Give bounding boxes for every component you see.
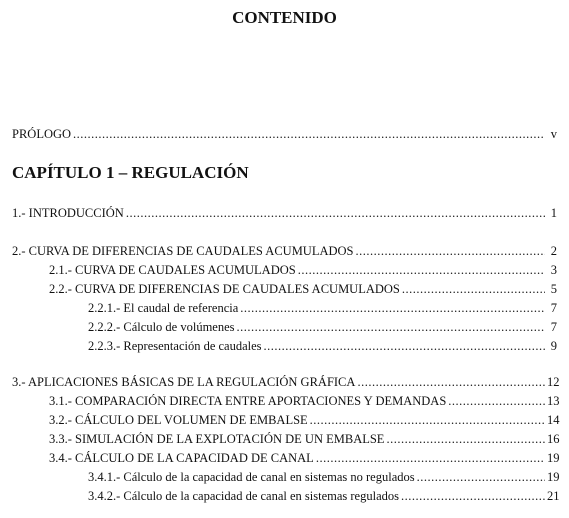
toc-leader-dots xyxy=(298,262,545,278)
toc-leader-dots xyxy=(237,319,546,335)
toc-entry-label: 2.2.1.- El caudal de referencia xyxy=(88,301,239,315)
toc-entry-label: 3.4.2.- Cálculo de la capacidad de canal en sistemas regulados xyxy=(88,489,399,503)
toc-entry-label: 3.4.- CÁLCULO DE LA CAPACIDAD DE CANAL xyxy=(49,451,314,465)
toc-entry-prologo[interactable] xyxy=(12,126,557,142)
toc-entry-label: 2.2.- CURVA DE DIFERENCIAS DE CAUDALES ACUMULADOS xyxy=(49,282,400,296)
toc-entry-label: 2.- CURVA DE DIFERENCIAS DE CAUDALES ACUMULADOS xyxy=(12,244,354,258)
toc-entry-page: 7 xyxy=(550,320,557,334)
toc-entry-page: 5 xyxy=(550,282,557,296)
toc-entry-page: 16 xyxy=(547,432,560,446)
toc-entry-section-3-4-1[interactable] xyxy=(88,469,560,485)
toc-leader-dots xyxy=(402,281,545,297)
toc-leader-dots xyxy=(357,374,545,390)
toc-entry-section-2-2[interactable] xyxy=(49,281,557,297)
toc-entry-page: 3 xyxy=(550,263,557,277)
toc-entry-page: 19 xyxy=(547,451,560,465)
toc-entry-label: 1.- INTRODUCCIÓN xyxy=(12,206,124,220)
toc-leader-dots xyxy=(264,338,545,354)
toc-entry-section-2-2-1[interactable] xyxy=(88,300,557,316)
toc-entry-page: 9 xyxy=(550,339,557,353)
chapter-heading: CAPÍTULO 1 – REGULACIÓN xyxy=(12,163,249,182)
toc-entry-page: 19 xyxy=(547,470,560,484)
toc-entry-section-2-2-2[interactable] xyxy=(88,319,557,335)
toc-entry-section-1[interactable] xyxy=(12,205,557,221)
toc-leader-dots xyxy=(417,469,545,485)
toc-entry-label: 2.2.3.- Representación de caudales xyxy=(88,339,262,353)
toc-entry-label: PRÓLOGO xyxy=(12,127,72,141)
page-title: CONTENIDO xyxy=(232,8,337,27)
toc-entry-section-3-4[interactable] xyxy=(49,450,560,466)
toc-entry-page: 2 xyxy=(550,244,557,258)
toc-entry-section-2-1[interactable] xyxy=(49,262,557,278)
toc-entry-section-3-2[interactable] xyxy=(49,412,560,428)
toc-entry-page: 7 xyxy=(550,301,557,315)
toc-entry-label: 2.2.2.- Cálculo de volúmenes xyxy=(88,320,235,334)
toc-entry-page: 1 xyxy=(550,206,557,220)
toc-entry-label: 3.3.- SIMULACIÓN DE LA EXPLOTACIÓN DE UN EMBALSE xyxy=(49,432,385,446)
toc-entry-section-3-4-2[interactable] xyxy=(88,488,560,504)
toc-entry-page: 21 xyxy=(547,489,560,503)
toc-entry-label: 2.1.- CURVA DE CAUDALES ACUMULADOS xyxy=(49,263,296,277)
toc-entry-section-3-3[interactable] xyxy=(49,431,560,447)
toc-leader-dots xyxy=(316,450,545,466)
toc-leader-dots xyxy=(240,300,545,316)
toc-entry-section-3-1[interactable] xyxy=(49,393,560,409)
toc-entry-page: 14 xyxy=(547,413,560,427)
toc-entry-label: 3.4.1.- Cálculo de la capacidad de canal en sistemas no regulados xyxy=(88,470,415,484)
toc-leader-dots xyxy=(448,393,545,409)
toc-leader-dots xyxy=(401,488,545,504)
toc-entry-section-2-2-3[interactable] xyxy=(88,338,557,354)
toc-entry-page: 12 xyxy=(547,375,560,389)
toc-entry-section-3[interactable] xyxy=(12,374,560,390)
toc-entry-page: v xyxy=(550,127,557,141)
toc-leader-dots xyxy=(73,126,545,142)
toc-entry-label: 3.1.- COMPARACIÓN DIRECTA ENTRE APORTACIONES Y DEMANDAS xyxy=(49,394,447,408)
toc-entry-section-2[interactable] xyxy=(12,243,557,259)
toc-leader-dots xyxy=(386,431,545,447)
toc-leader-dots xyxy=(310,412,545,428)
toc-entry-page: 13 xyxy=(547,394,560,408)
toc-entry-label: 3.- APLICACIONES BÁSICAS DE LA REGULACIÓN GRÁFICA xyxy=(12,375,356,389)
toc-entry-label: 3.2.- CÁLCULO DEL VOLUMEN DE EMBALSE xyxy=(49,413,308,427)
toc-leader-dots xyxy=(126,205,545,221)
toc-leader-dots xyxy=(356,243,545,259)
